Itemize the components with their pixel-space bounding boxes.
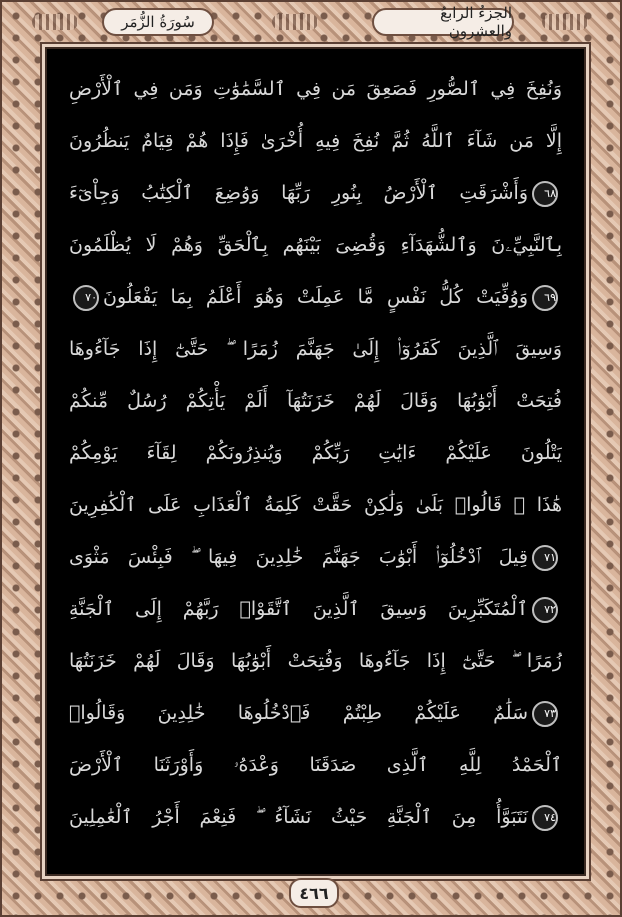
ayah-number-marker: ٦٩ (532, 285, 558, 311)
verse-line (69, 589, 562, 629)
verse-line (69, 381, 562, 421)
verse-line (69, 69, 562, 109)
verse-line-text: وَسِيقَ ٱلَّذِينَ كَفَرُوٓا۟ إِلَىٰ جَهَنَّمَ زُمَرًا ۖ حَتَّىٰٓ إِذَا جَآءُوهَا (69, 338, 562, 360)
verse-line-text: ٱلْحَمْدُ لِلَّهِ ٱلَّذِى صَدَقَنَا وَعْدَهُۥ وَأَوْرَثَنَا ٱلْأَرْضَ (69, 754, 562, 776)
juz-header (372, 4, 514, 40)
verse-line-text: سَلَٰمٌ عَلَيْكُمْ طِبْتُمْ فَٱدْخُلُوهَا خَٰلِدِينَ وَقَالُوا۟ (69, 702, 528, 724)
verse-line-text: زُمَرًا ۖ حَتَّىٰٓ إِذَا جَآءُوهَا وَفُتِحَتْ أَبْوَٰبُهَا وَقَالَ لَهُمْ خَزَنَتُهَا (69, 650, 562, 672)
verse-line-text: إِلَّا مَن شَآءَ ٱللَّهُ ثُمَّ نُفِخَ فِيهِ أُخْرَىٰ فَإِذَا هُمْ قِيَامٌ يَنظُرُونَ (69, 130, 562, 152)
ayah-number-marker: ٧٠ (73, 285, 99, 311)
verse-line-text: هَٰذَا ۚ قَالُوا۟ بَلَىٰ وَلَٰكِنْ حَقَّتْ كَلِمَةُ ٱلْعَذَابِ عَلَى ٱلْكَٰفِرِينَ (69, 494, 562, 516)
header-ornament-left (32, 14, 78, 30)
verse-line-text: وَنُفِخَ فِي ٱلصُّورِ فَصَعِقَ مَن فِي ٱلسَّمَٰوَٰتِ وَمَن فِي ٱلْأَرْضِ (69, 78, 562, 100)
surah-name: سُورَةُ الزُّمَر (121, 13, 195, 31)
verse-line (69, 745, 562, 785)
header-ornament-center (272, 14, 318, 30)
verse-line-text: نَتَبَوَّأُ مِنَ ٱلْجَنَّةِ حَيْثُ نَشَآءُ ۖ فَنِعْمَ أَجْرُ ٱلْعَٰمِلِينَ (69, 806, 528, 828)
verse-line-text: وَوُفِّيَتْ كُلُّ نَفْسٍ مَّا عَمِلَتْ وَهُوَ أَعْلَمُ بِمَا يَفْعَلُونَ (103, 286, 528, 308)
verse-line (69, 225, 562, 265)
verse-line-text: وَأَشْرَقَتِ ٱلْأَرْضُ بِنُورِ رَبِّهَا وَوُضِعَ ٱلْكِتَٰبُ وَجِاْىٓءَ (69, 182, 528, 204)
verse-line (69, 641, 562, 681)
page-number (289, 878, 339, 908)
ayah-number-marker: ٧٣ (532, 701, 558, 727)
verse-line (69, 329, 562, 369)
verse-line (69, 485, 562, 525)
verse-line-text: يَتْلُونَ عَلَيْكُمْ ءَايَٰتِ رَبِّكُمْ وَيُنذِرُونَكُمْ لِقَآءَ يَوْمِكُمْ (69, 442, 562, 464)
juz-name: الجزءُ الرابعُ والعشرون (440, 4, 512, 40)
ayah-number-marker: ٧٢ (532, 597, 558, 623)
verse-line-text: فُتِحَتْ أَبْوَٰبُهَا وَقَالَ لَهُمْ خَزَنَتُهَآ أَلَمْ يَأْتِكُمْ رُسُلٌ مِّنكُمْ (69, 390, 562, 412)
verse-line-text: قِيلَ ٱدْخُلُوٓا۟ أَبْوَٰبَ جَهَنَّمَ خَٰلِدِينَ فِيهَا ۖ فَبِئْسَ مَثْوَى (69, 546, 528, 568)
ayah-number-marker: ٦٨ (532, 181, 558, 207)
verse-line (69, 121, 562, 161)
verse-line (69, 433, 562, 473)
verse-line (69, 537, 562, 577)
verse-line (69, 693, 562, 733)
page-number-label: ٤٦٦ (299, 883, 329, 903)
verse-line (69, 277, 562, 317)
verse-line (69, 797, 562, 837)
verse-line (69, 173, 562, 213)
verse-line-text: ٱلْمُتَكَبِّرِينَ وَسِيقَ ٱلَّذِينَ ٱتَّقَوْا۟ رَبَّهُمْ إِلَى ٱلْجَنَّةِ (69, 598, 528, 620)
ayah-number-marker: ٧٤ (532, 805, 558, 831)
ayah-number-marker: ٧١ (532, 545, 558, 571)
verse-text-panel (45, 47, 586, 876)
verse-line-text: بِٱلنَّبِيِّۦنَ وَٱلشُّهَدَآءِ وَقُضِىَ بَيْنَهُم بِٱلْحَقِّ وَهُمْ لَا يُظْلَمُونَ (69, 234, 562, 256)
header-ornament-right (542, 14, 588, 30)
surah-name-header (102, 8, 214, 36)
